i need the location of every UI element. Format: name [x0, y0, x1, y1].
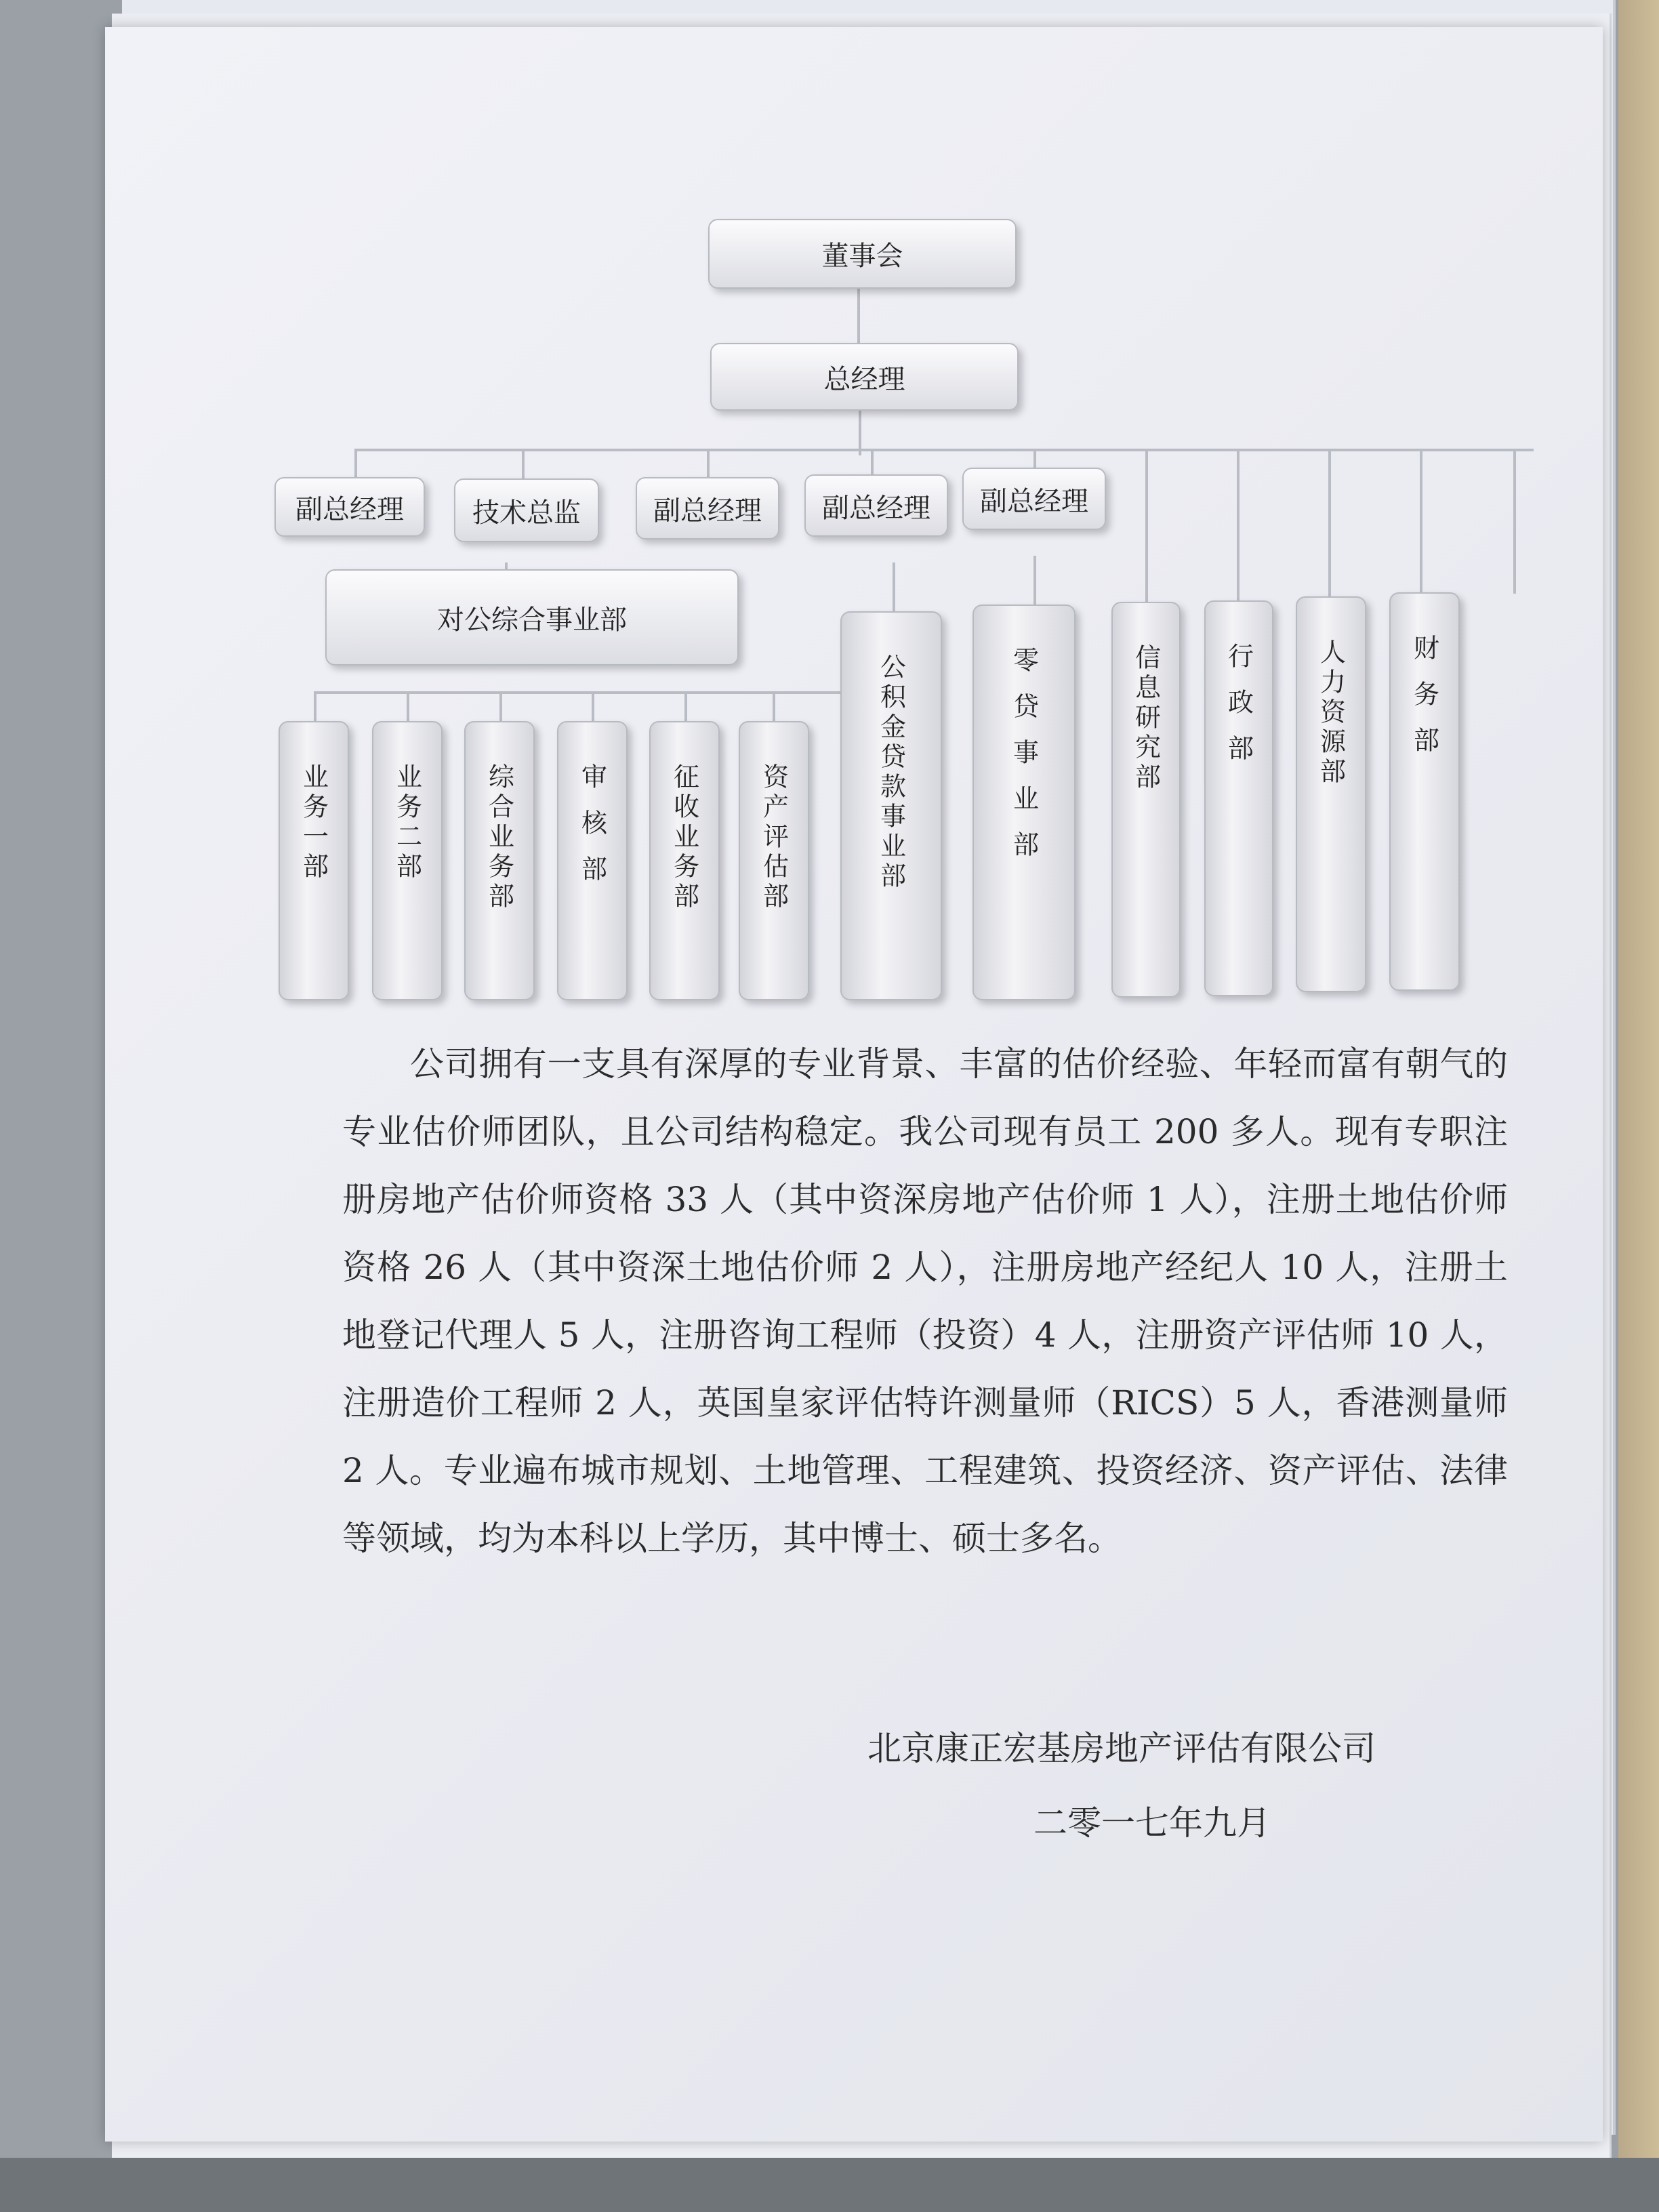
document-page	[105, 27, 1603, 2142]
connector-line	[773, 691, 775, 721]
deputy-gm-box: 副总经理	[274, 477, 425, 537]
connector-line	[1033, 556, 1036, 605]
department-box: 财务部	[1389, 592, 1460, 991]
document-date: 二零一七年九月	[1033, 1803, 1271, 1843]
company-profile-paragraph: 公司拥有一支具有深厚的专业背景、丰富的估价经验、年轻而富有朝气的专业估价师团队，且公司结构稳定。我公司现有员工 200 多人。现有专职注册房地产估价师资格 33 人（其中资深房地产估价师 1 人），注册土地估价师资格 26 人（其中资深土地估价师 2 人），注册房地产经纪人 10 人，注册土地登记代理人 5 人，注册咨询工程师（投资）4 人，注册资产评估师 10 人，注册造价工程师 2 人，英国皇家评估特许测量师（RICS）5 人，香港测量师 2 人。专业遍布城市规划、土地管理、工程建筑、投资经济、资产评估、法律等领域，均为本科以上学历，其中博士、硕士多名。	[342, 1044, 1508, 1558]
general-manager-box: 总经理	[710, 343, 1019, 411]
department-box: 综合业务部	[464, 721, 535, 1000]
connector-line	[1420, 449, 1422, 598]
department-box: 业务二部	[372, 721, 443, 1000]
department-box: 公积金贷款事业部	[840, 611, 942, 1000]
department-box: 信息研究部	[1111, 602, 1181, 998]
desk-surface	[1618, 0, 1659, 2212]
desk-surface	[0, 2158, 1659, 2212]
connector-line	[314, 691, 316, 721]
connector-line	[684, 691, 687, 721]
department-box: 业务一部	[279, 721, 349, 1000]
connector-line	[893, 562, 895, 611]
corporate-division-box: 对公综合事业部	[325, 569, 739, 665]
department-box: 征收业务部	[649, 721, 720, 1000]
connector-line	[407, 691, 409, 721]
connector-line	[857, 287, 860, 343]
department-box: 人力资源部	[1296, 596, 1366, 992]
company-name: 北京康正宏基房地产评估有限公司	[867, 1729, 1376, 1768]
department-box: 资产评估部	[739, 721, 809, 1000]
technical-director-box: 技术总监	[454, 478, 599, 542]
deputy-gm-box: 副总经理	[804, 474, 948, 537]
department-box: 行政部	[1204, 600, 1273, 996]
connector-line	[354, 449, 1534, 451]
department-box: 审核部	[557, 721, 628, 1000]
connector-line	[1237, 449, 1240, 606]
board-box: 董事会	[708, 219, 1017, 289]
connector-line	[499, 691, 502, 721]
deputy-gm-box: 副总经理	[962, 468, 1106, 530]
connector-line	[1513, 449, 1516, 594]
department-box: 零贷事业部	[972, 605, 1076, 1000]
connector-line	[592, 691, 594, 721]
connector-line	[314, 691, 890, 694]
deputy-gm-box: 副总经理	[636, 477, 779, 539]
connector-line	[1328, 449, 1331, 602]
connector-line	[1145, 449, 1148, 611]
